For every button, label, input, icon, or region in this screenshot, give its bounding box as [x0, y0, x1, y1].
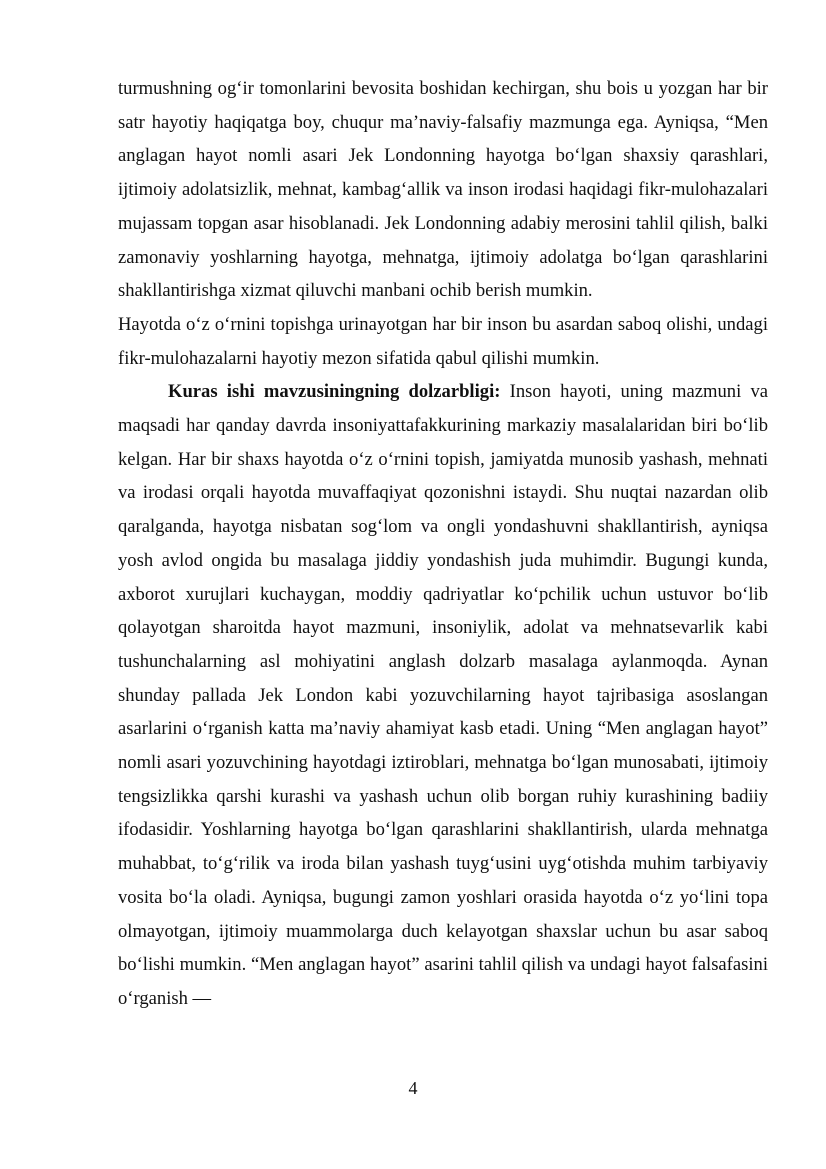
body-text	[118, 72, 768, 1016]
relevance-heading: Kuras ishi mavzusiningning dolzarbligi:	[168, 381, 501, 403]
paragraph-relevance	[118, 375, 768, 1015]
paragraph-continuation	[118, 72, 768, 308]
page-number: 4	[408, 1078, 418, 1098]
paragraph-text: turmushning og‘ir tomonlarini bevosita boshidan kechirgan, shu bois u yozgan har bir satr hayotiy haqiqatga boy, chuqur ma’naviy-falsafiy mazmunga ega. Ayniqsa, “Men anglagan hayot nomli asari Jek Londonning hayotga bo‘lgan shaxsiy qarashlari, ijtimoiy adolatsizlik, mehnat, kambag‘allik va inson irodasi haqidagi fikr-mulohazalari mujassam topgan asar hisoblanadi. Jek Londonning adabiy merosini tahlil qilish, balki zamonaviy yoshlarning hayotga, mehnatga, ijtimoiy adolatga bo‘lgan qarashlarini shakllantirishga xizmat qiluvchi manbani ochib berish mumkin.	[118, 78, 768, 302]
paragraph-life-place	[118, 308, 768, 375]
paragraph-text: Hayotda o‘z o‘rnini topishga urinayotgan har bir inson bu asardan saboq olishi, undagi fikr-mulohazalarni hayotiy mezon sifatida qabul qilishi mumkin.	[118, 313, 768, 369]
paragraph-text: Inson hayoti, uning mazmuni va maqsadi har qanday davrda insoniyattafakkurining markaziy masalalaridan biri bo‘lib kelgan. Har bir shaxs hayotda o‘z o‘rnini topish, jamiyatda munosib yashash, mehnati va irodasi orqali hayotda muvaffaqiyat qozonishni istaydi. Shu nuqtai nazardan olib qaralganda, hayotga nisbatan sog‘lom va ongli yondashuvni shakllantirish, ayniqsa yosh avlod ongida bu masalaga jiddiy yondashish juda muhimdir. Bugungi kunda, axborot xurujlari kuchaygan, moddiy qadriyatlar ko‘pchilik uchun ustuvor bo‘lib qolayotgan sharoitda hayot mazmuni, insoniylik, adolat va mehnatsevarlik kabi tushunchalarning asl mohiyatini anglash dolzarb masalaga aylanmoqda. Aynan shunday pallada Jek London kabi yozuvchilarning hayot tajribasiga asoslangan asarlarini o‘rganish katta ma’naviy ahamiyat kasb etadi. Uning “Men anglagan hayot” nomli asari yozuvchining hayotdagi iztiroblari, mehnatga bo‘lgan munosabati, ijtimoiy tengsizlikka qarshi kurashi va yashash uchun olib borgan ruhiy kurashining badiiy ifodasidir. Yoshlarning hayotga bo‘lgan qarashlarini shakllantirish, ularda mehnatga muhabbat, to‘g‘rilik va iroda bilan yashash tuyg‘usini uyg‘otishda muhim tarbiyaviy vosita bo‘la oladi. Ayniqsa, bugungi zamon yoshlari orasida hayotda o‘z yo‘lini topa olmayotgan, ijtimoiy muammolarga duch kelayotgan shaxslar uchun bu asar saboq bo‘lishi mumkin. “Men anglagan hayot” asarini tahlil qilish va undagi hayot falsafasini o‘rganish —	[118, 381, 768, 1009]
